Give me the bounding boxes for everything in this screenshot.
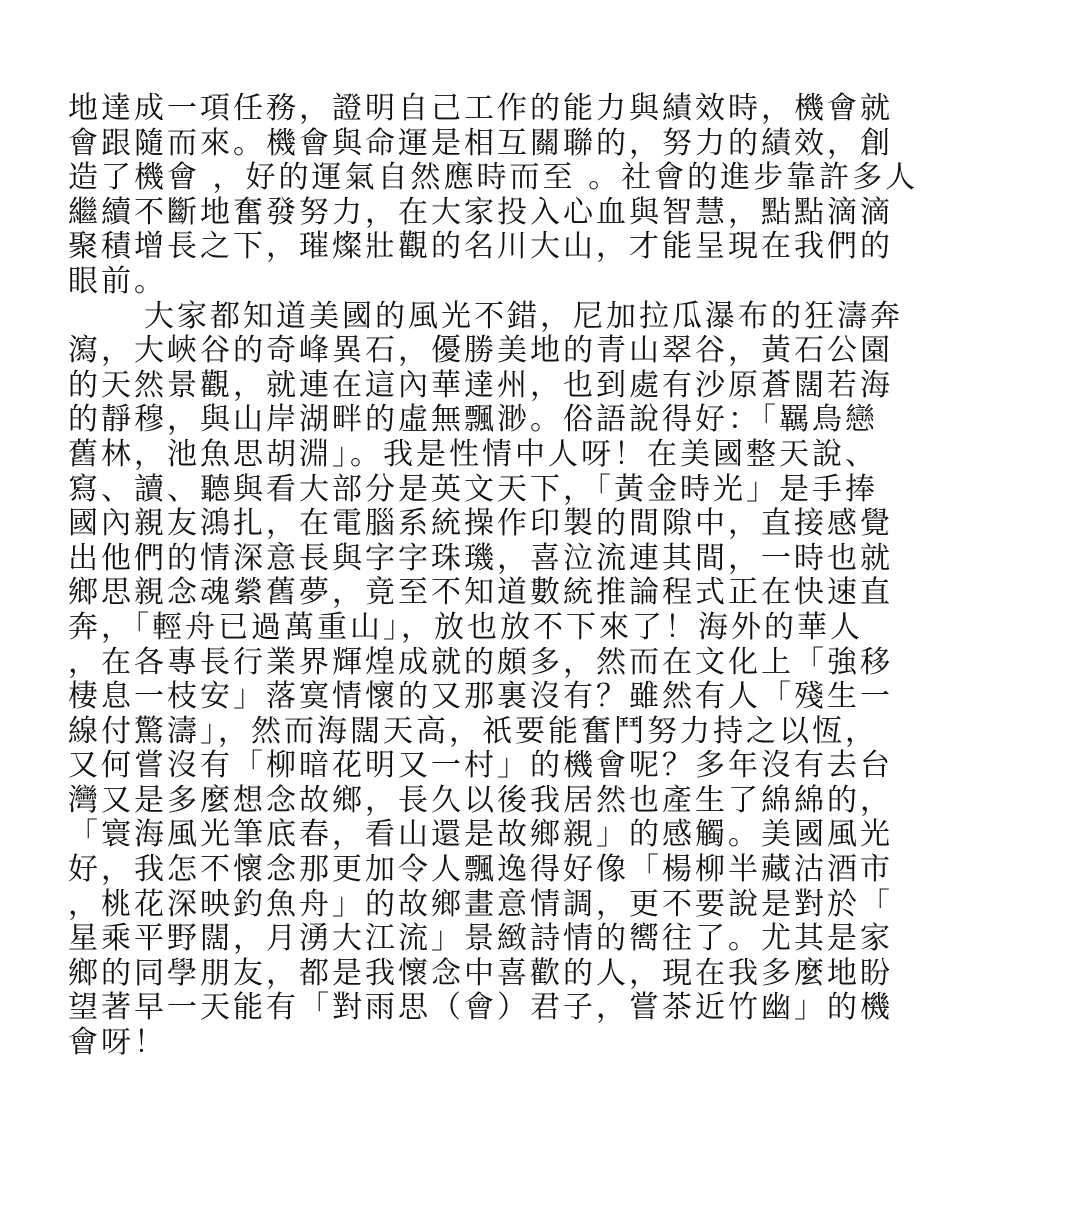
text-line: 寫、讀、聽與看大部分是英文天下，「黃金時光」是手捧 bbox=[68, 471, 878, 507]
text-line: 奔，「輕舟已過萬重山」，放也放不下來了！海外的華人 bbox=[68, 609, 863, 645]
text-line: 繼續不斷地奮發努力，在大家投入心血與智慧，點點滴滴 bbox=[68, 194, 893, 230]
text-line: 聚積增長之下，璀燦壯觀的名川大山，才能呈現在我們的 bbox=[68, 229, 893, 265]
text-line: ，在各專長行業界輝煌成就的頗多，然而在文化上「強移 bbox=[68, 644, 893, 680]
text-line: 鄉的同學朋友，都是我懷念中喜歡的人，現在我多麼地盼 bbox=[68, 955, 893, 991]
text-line: 的天然景觀，就連在這內華達州，也到處有沙原蒼闊若海 bbox=[68, 367, 893, 403]
text-line: 灣又是多麼想念故鄉，長久以後我居然也產生了綿綿的， bbox=[68, 782, 893, 818]
text-line: 舊林，池魚思胡淵」。我是性情中人呀！在美國整天說、 bbox=[68, 436, 878, 472]
text-line: 「寰海風光筆底春，看山還是故鄉親」的感觸。美國風光 bbox=[68, 817, 893, 853]
paragraph-1 bbox=[68, 92, 1018, 300]
text-line: 會跟隨而來。機會與命運是相互關聯的，努力的績效，創 bbox=[68, 125, 893, 161]
text-line: 眼前。 bbox=[68, 263, 167, 299]
body-text bbox=[68, 92, 1018, 1061]
text-line: 會呀！ bbox=[68, 1025, 167, 1061]
text-line: 國內親友鴻扎，在電腦系統操作印製的間隙中，直接感覺 bbox=[68, 506, 893, 542]
text-line: 大家都知道美國的風光不錯，尼加拉瓜瀑布的狂濤奔 bbox=[144, 298, 903, 334]
text-line: 線付驚濤」，然而海闊天高，祇要能奮鬥努力持之以恆， bbox=[68, 713, 878, 749]
paragraph-2 bbox=[68, 300, 1018, 1061]
text-line: 出他們的情深意長與字字珠璣，喜泣流連其間，一時也就 bbox=[68, 540, 893, 576]
text-line: 地達成一項任務，證明自己工作的能力與績效時，機會就 bbox=[68, 91, 893, 126]
text-line: 望著早一天能有「對雨思（會）君子，嘗茶近竹幽」的機 bbox=[68, 990, 893, 1026]
text-line: 又何嘗沒有「柳暗花明又一村」的機會呢？多年沒有去台 bbox=[68, 748, 893, 784]
text-line: ，桃花深映釣魚舟」的故鄉畫意情調，更不要說是對於「 bbox=[68, 886, 893, 922]
text-line: 鄉思親念魂縈舊夢，竟至不知道數統推論程式正在快速直 bbox=[68, 575, 893, 611]
text-line: 瀉，大峽谷的奇峰異石，優勝美地的青山翠谷，黃石公園 bbox=[68, 333, 893, 369]
text-line: 棲息一枝安」落寞情懷的又那裏沒有？雖然有人「殘生一 bbox=[68, 679, 893, 715]
text-line: 星乘平野闊，月湧大江流」景緻詩情的嚮往了。尤其是家 bbox=[68, 921, 893, 957]
text-line: 好，我怎不懷念那更加令人飄逸得好像「楊柳半藏沽酒市 bbox=[68, 852, 893, 888]
text-line: 造了機會 ，好的運氣自然應時而至 。社會的進步靠許多人 bbox=[68, 160, 919, 196]
text-line: 的靜穆，與山岸湖畔的虛無飄渺。俗語說得好：「羈鳥戀 bbox=[68, 402, 878, 438]
